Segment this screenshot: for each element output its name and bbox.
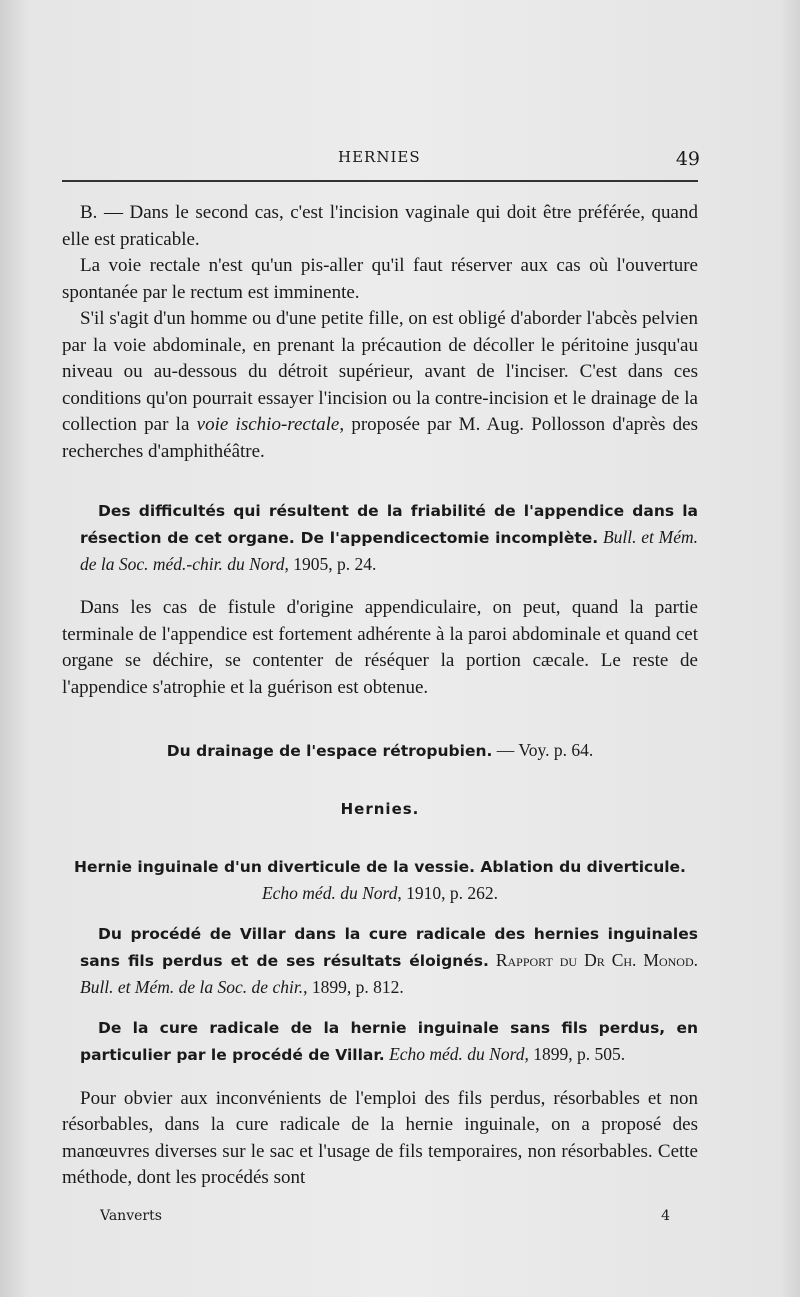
reference-details: — Voy. p. 64. [492, 740, 594, 760]
paragraph-1: B. — Dans le second cas, c'est l'incision vaginale qui doit être préférée, quand elle est praticable. [62, 202, 698, 250]
header-rule [62, 180, 698, 182]
reference-details: , 1899, p. 505. [524, 1043, 626, 1064]
reference-drainage [62, 737, 698, 764]
signature-number: 4 [661, 1208, 670, 1224]
reference-details: , 1910, p. 262. [397, 882, 499, 903]
page-header [80, 148, 700, 178]
reference-villar-rapport [62, 920, 698, 1000]
reference-title: Des difficultés qui résultent de la friabilité de l'appendice dans la résection de cet organe. De l'appendicectomie incomplète. [80, 502, 698, 547]
paragraph-3-text-a: S'il s'agit d'un homme ou d'une petite fille, on est obligé d'aborder l'abcès pelvien par la voie abdominale, en prenant la précaution de décoller le péritoine jusqu'au niveau ou au-dessous du détroit supérieur, avant de l'inciser. C'est dans ces conditions qu'on pourrait essayer l'incision ou la contre-incision et le drainage de la collection par la [62, 308, 698, 435]
reference-details: , 1899, p. 812. [303, 976, 404, 997]
paragraph-3-italic: voie ischio-rectale [196, 414, 340, 435]
paragraph-3 [62, 306, 698, 465]
paragraph-4: Dans les cas de fistule d'origine appendiculaire, on peut, quand la partie terminale de l'appendice est fortement adhérente à la paroi abdominale et quand cet organe se déchire, se contenter de réséquer la portion cæcale. Le reste de l'appendice s'atrophie et la guérison est obtenue. [62, 597, 698, 698]
paragraph-5: Pour obvier aux inconvénients de l'emploi des fils perdus, résorbables et non résorbables, dans la cure radicale de la hernie inguinale, on a proposé des manœuvres diverses sur le sac et l'usage de fils temporaires, non résorbables. Cette méthode, dont les procédés sont [62, 1087, 698, 1188]
page-footer [100, 1208, 680, 1224]
reference-title: Hernie inguinale d'un diverticule de la vessie. Ablation du diverticule. [74, 857, 686, 876]
reference-title: De la cure radicale de la hernie inguinale sans fils perdus, en particulier par le procédé de Villar. [80, 1018, 698, 1064]
reference-source: Echo méd. du Nord [261, 882, 398, 903]
running-title: HERNIES [338, 148, 421, 166]
paragraph-3-text-b: , proposée par M. Aug. Pollosson d'après des recherches d'amphithéâtre. [62, 414, 698, 462]
page-number: 49 [675, 148, 700, 170]
reference-source: Bull. et Mém. de la Soc. méd.-chir. du Nord [80, 527, 699, 574]
reference-diverticule [62, 853, 698, 906]
reference-text: Rapport du Dr Ch. Monod. [488, 949, 698, 970]
reference-source: Echo méd. du Nord [389, 1043, 525, 1064]
reference-appendicectomie [62, 497, 698, 577]
section-title: Hernies. [340, 800, 420, 818]
signature-mark: Vanverts [100, 1208, 162, 1224]
reference-villar-echo [62, 1014, 698, 1068]
reference-details: , 1905, p. 24. [284, 554, 377, 574]
page-body [62, 200, 698, 1192]
reference-title: Du procédé de Villar dans la cure radicale des hernies inguinales sans fils perdus et de ses résultats éloignés. [80, 924, 698, 970]
reference-title: Du drainage de l'espace rétropubien. [166, 742, 493, 760]
paragraph-2: La voie rectale n'est qu'un pis-aller qu'il faut réserver aux cas où l'ouverture spontanée par le rectum est imminente. [62, 255, 698, 303]
reference-source: Bull. et Mém. de la Soc. de chir. [80, 976, 304, 997]
